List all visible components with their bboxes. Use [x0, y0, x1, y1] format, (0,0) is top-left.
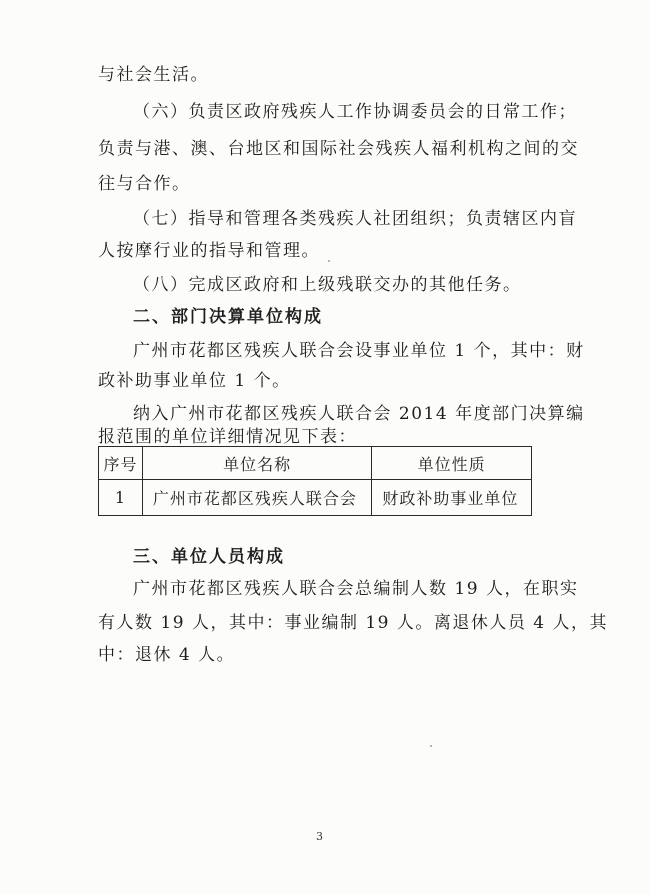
header-unit-name: 单位名称 [142, 447, 371, 480]
page-number: 3 [316, 830, 323, 843]
cell-unit-name: 广州市花都区残疾人联合会 [142, 480, 371, 516]
paragraph-line: 纳入广州市花都区残疾人联合会 2014 年度部门决算编 [133, 404, 585, 424]
paragraph-line: 广州市花都区残疾人联合会设事业单位 1 个，其中：财 [133, 341, 585, 361]
header-index: 序号 [99, 447, 143, 480]
paragraph-line: （六）负责区政府残疾人工作协调委员会的日常工作； [133, 102, 577, 122]
unit-table [98, 446, 532, 516]
paragraph-line: 人按摩行业的指导和管理。 [98, 241, 320, 261]
scan-speck [430, 745, 432, 747]
cell-index: 1 [99, 480, 143, 516]
cell-unit-nature: 财政补助事业单位 [372, 480, 532, 516]
table-header-row [99, 447, 532, 480]
paragraph-line: 中：退休 4 人。 [98, 645, 236, 665]
paragraph-line: 广州市花都区残疾人联合会总编制人数 19 人，在职实 [133, 579, 579, 599]
paragraph-line: （七）指导和管理各类残疾人社团组织；负责辖区内盲 [133, 209, 577, 229]
paragraph-line: 报范围的单位详细情况见下表： [98, 427, 357, 447]
paragraph-line: 与社会生活。 [98, 65, 209, 85]
paragraph-line: 往与合作。 [98, 174, 191, 194]
table-row [99, 480, 532, 516]
section-heading: 三、单位人员构成 [133, 547, 285, 567]
paragraph-line: 有人数 19 人，其中：事业编制 19 人。离退休人员 4 人，其 [98, 613, 609, 633]
section-heading: 二、部门决算单位构成 [133, 307, 323, 327]
paragraph-line: 政补助事业单位 1 个。 [98, 371, 291, 391]
paragraph-line: （八）完成区政府和上级残联交办的其他任务。 [133, 275, 522, 295]
header-unit-nature: 单位性质 [372, 447, 532, 480]
scan-speck [328, 260, 330, 262]
paragraph-line: 负责与港、澳、台地区和国际社会残疾人福利机构之间的交 [98, 139, 579, 159]
